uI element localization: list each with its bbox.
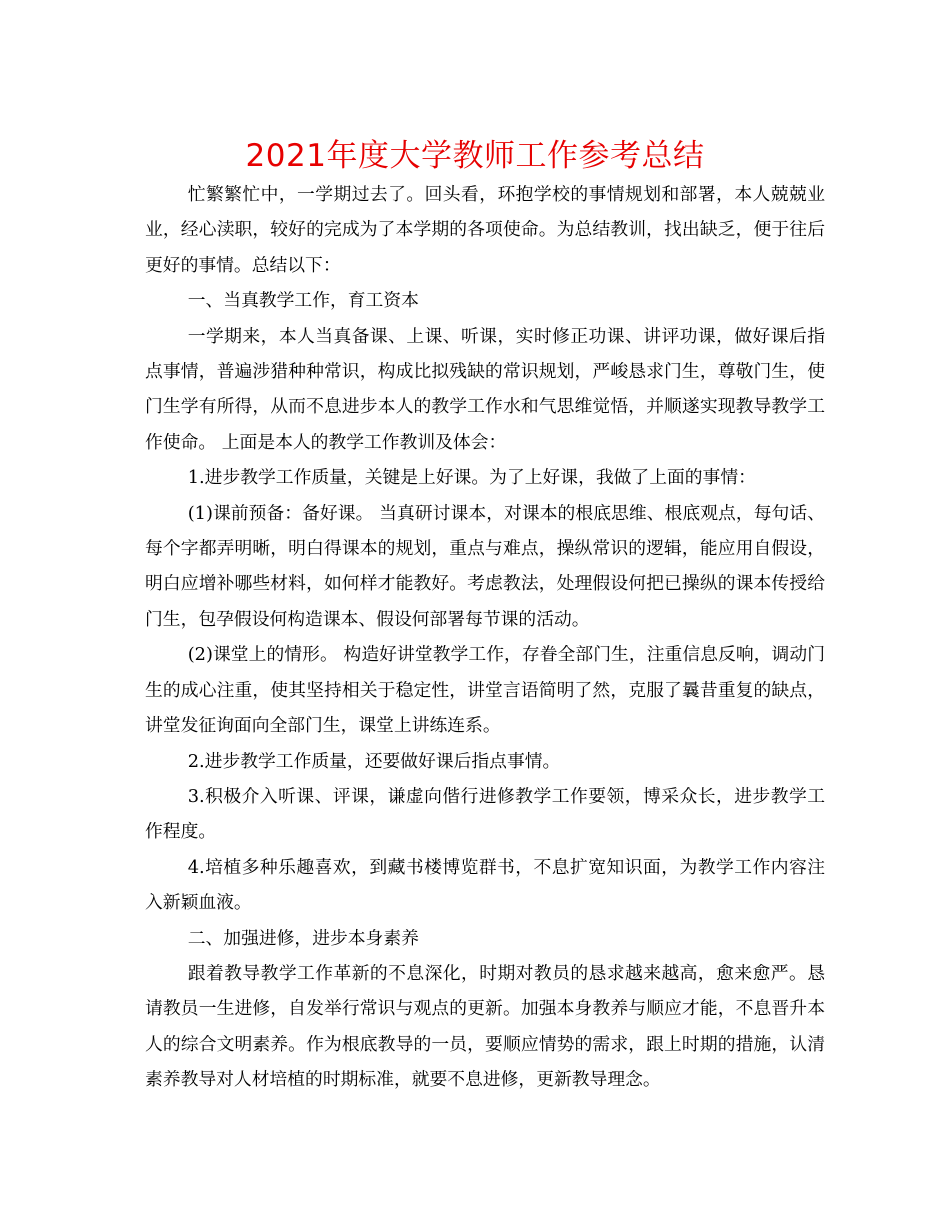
document-title: 2021年度大学教师工作参考总结: [245, 138, 705, 174]
list-item: 1.进步教学工作质量，关键是上好课。为了上好课，我做了上面的事情：: [187, 467, 756, 489]
document-body: [145, 177, 825, 1098]
list-item: 2.进步教学工作质量，还要做好课后指点事情。: [187, 750, 561, 772]
paragraph: 跟着教导教学工作革新的不息深化，时期对教员的恳求越来越高，愈来愈严。恳请教员一生进修，自发举行常识与观点的更新。加强本身教养与顺应才能，不息晋升本人的综合文明素养。作为根底教导的一员，要顺应情势的需求，跟上时期的措施，认清素养教导对人材培植的时期标准，就要不息进修，更新教导理念。: [145, 962, 825, 1091]
section-heading: 二、加强进修，进步本身素养: [187, 927, 419, 949]
list-item: (2)课堂上的情形。 构造好讲堂教学工作，存眷全部门生，注重信息反响，调动门生的成心注重，使其坚持相关于稳定性，讲堂言语简明了然，克服了曩昔重复的缺点，讲堂发征询面向全部门生，课堂上讲练连系。: [145, 644, 825, 737]
section-heading: 一、当真教学工作，育工资本: [187, 290, 419, 312]
list-item: (1)课前预备：备好课。 当真研讨课本，对课本的根底思维、根底观点，每句话、每个字都弄明晰，明白得课本的规划，重点与难点，操纵常识的逻辑，能应用自假设，明白应增补哪些材料，如何样才能教好。考虑教法，处理假设何把已操纵的课本传授给门生，包孕假设何构造课本、假设何部署每节课的活动。: [145, 502, 825, 630]
paragraph: 一学期来，本人当真备课、上课、听课，实时修正功课、讲评功课，做好课后指点事情，普遍涉猎种种常识，构成比拟残缺的常识规划，严峻恳求门生，尊敬门生，使门生学有所得，从而不息进步本人的教学工作水和气思维觉悟，并顺遂实现教导教学工作使命。 上面是本人的教学工作教训及体会：: [145, 325, 825, 453]
list-item: 4.培植多种乐趣喜欢，到藏书楼博览群书，不息扩宽知识面，为教学工作内容注入新颖血液。: [145, 856, 825, 914]
list-item: 3.积极介入听课、评课，谦虚向偕行进修教学工作要领，博采众长，进步教学工作程度。: [145, 785, 825, 843]
paragraph: 忙繁繁忙中，一学期过去了。回头看，环抱学校的事情规划和部署，本人兢兢业业，经心渎职，较好的完成为了本学期的各项使命。为总结教训，找出缺乏，便于往后更好的事情。总结以下：: [145, 184, 825, 276]
